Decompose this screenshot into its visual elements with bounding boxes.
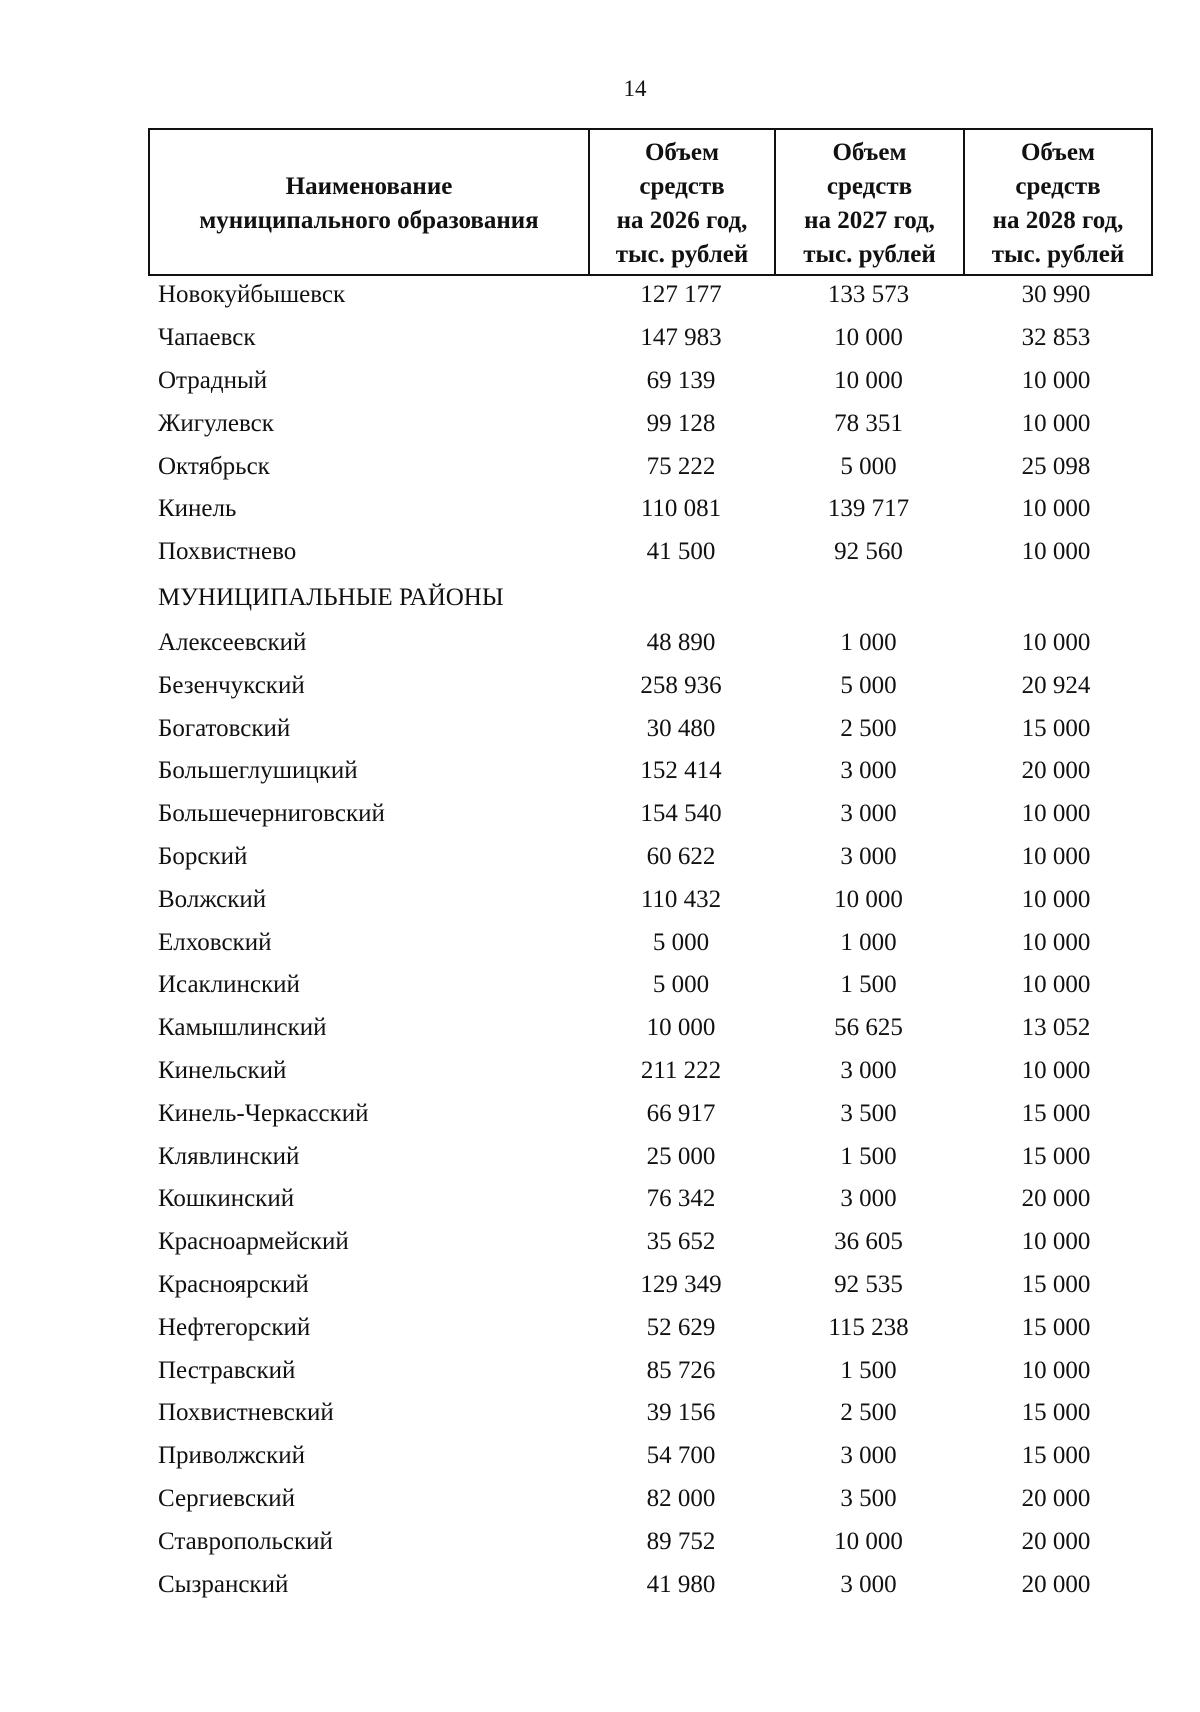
table-row	[148, 664, 1153, 707]
row-value-2028: 10 000	[1021, 800, 1091, 828]
row-value-2027: 3 500	[840, 1099, 897, 1127]
row-value-2027: 10 000	[834, 366, 903, 394]
row-value-2026: 110 081	[640, 495, 722, 523]
row-name-cell: Кинель	[158, 495, 237, 523]
row-value-2027: 3 000	[840, 757, 897, 785]
row-name-cell: Нефтегорский	[158, 1313, 311, 1341]
row-name-cell: Кинель-Черкасский	[158, 1099, 369, 1127]
row-name-cell: Красноармейский	[158, 1228, 349, 1256]
row-value-2028: 25 098	[1021, 452, 1091, 480]
row-value-2028: 32 853	[1021, 324, 1091, 352]
row-name-cell: Отрадный	[158, 366, 268, 394]
row-value-2026: 99 128	[646, 409, 716, 437]
row-value-2028: 30 990	[1021, 281, 1091, 309]
row-value-2026: 54 700	[646, 1442, 716, 1470]
table-row	[148, 1135, 1153, 1178]
row-value-2027: 78 351	[834, 409, 903, 437]
table-row	[148, 1435, 1153, 1478]
row-value-2027: 36 605	[834, 1228, 903, 1256]
row-value-2027: 1 000	[840, 928, 897, 956]
row-value-2028: 13 052	[1021, 1014, 1091, 1042]
row-value-2027: 10 000	[834, 885, 903, 913]
row-value-2027: 3 000	[840, 1570, 897, 1598]
row-value-2026: 75 222	[646, 452, 716, 480]
table-row	[148, 750, 1153, 793]
table-row	[148, 707, 1153, 750]
table-row	[148, 1178, 1153, 1221]
row-value-2028: 10 000	[1021, 1056, 1091, 1084]
row-value-2026: 25 000	[646, 1142, 716, 1170]
row-value-2028: 15 000	[1021, 1313, 1091, 1341]
row-value-2027: 3 000	[840, 842, 897, 870]
row-value-2026: 129 349	[640, 1270, 722, 1298]
table-row	[148, 964, 1153, 1007]
row-value-2027: 1 500	[840, 971, 897, 999]
row-name-cell: Безенчукский	[158, 671, 305, 699]
table-row	[148, 921, 1153, 964]
row-name-cell: Новокуйбышевск	[158, 281, 346, 309]
row-value-2026: 147 983	[640, 324, 722, 352]
row-value-2027: 2 500	[840, 1399, 897, 1427]
row-value-2027: 92 535	[834, 1270, 903, 1298]
row-value-2026: 154 540	[640, 800, 722, 828]
row-value-2028: 10 000	[1021, 495, 1091, 523]
row-name-cell: Волжский	[158, 885, 267, 913]
row-value-2028: 15 000	[1021, 1142, 1091, 1170]
row-value-2028: 10 000	[1021, 538, 1091, 566]
row-value-2027: 56 625	[834, 1014, 903, 1042]
table-row	[148, 531, 1153, 574]
row-value-2026: 127 177	[640, 281, 722, 309]
row-value-2027: 2 500	[840, 714, 897, 742]
row-value-2026: 10 000	[646, 1014, 716, 1042]
row-value-2028: 10 000	[1021, 928, 1091, 956]
row-value-2027: 1 500	[840, 1142, 897, 1170]
row-value-2027: 1 000	[840, 628, 897, 656]
row-value-2027: 115 238	[828, 1313, 909, 1341]
section-title: МУНИЦИПАЛЬНЫЕ РАЙОНЫ	[158, 583, 504, 611]
table-header	[148, 128, 1153, 276]
row-value-2028: 15 000	[1021, 1270, 1091, 1298]
table-row	[148, 1007, 1153, 1050]
row-value-2027: 5 000	[840, 452, 897, 480]
row-value-2026: 35 652	[646, 1228, 716, 1256]
row-value-2026: 82 000	[646, 1484, 716, 1512]
row-value-2026: 39 156	[646, 1399, 716, 1427]
row-value-2026: 30 480	[646, 714, 716, 742]
row-name-cell: Исаклинский	[158, 971, 300, 999]
row-name-cell: Ставропольский	[158, 1527, 333, 1555]
row-value-2028: 10 000	[1021, 366, 1091, 394]
row-value-2027: 3 000	[840, 800, 897, 828]
row-value-2028: 15 000	[1021, 1399, 1091, 1427]
table-row	[148, 836, 1153, 879]
row-value-2027: 1 500	[840, 1356, 897, 1384]
table-row	[148, 1050, 1153, 1093]
row-value-2028: 15 000	[1021, 714, 1091, 742]
table-row	[148, 1349, 1153, 1392]
row-name-cell: Кошкинский	[158, 1185, 295, 1213]
row-value-2027: 10 000	[834, 1527, 903, 1555]
table-row	[148, 402, 1153, 445]
row-value-2026: 152 414	[640, 757, 722, 785]
table-row	[148, 488, 1153, 531]
table-row	[148, 1221, 1153, 1264]
table-row	[148, 1264, 1153, 1307]
table-row	[148, 1478, 1153, 1521]
row-value-2028: 10 000	[1021, 885, 1091, 913]
row-value-2026: 41 980	[646, 1570, 716, 1598]
table-row	[148, 274, 1153, 317]
row-value-2026: 60 622	[646, 842, 716, 870]
row-value-2028: 20 000	[1021, 1570, 1091, 1598]
row-name-cell: Жигулевск	[158, 409, 274, 437]
row-name-cell: Богатовский	[158, 714, 291, 742]
row-value-2028: 20 000	[1021, 1527, 1091, 1555]
row-value-2026: 85 726	[646, 1356, 716, 1384]
row-name-cell: Камышлинский	[158, 1014, 327, 1042]
table-row	[148, 360, 1153, 403]
table-row	[148, 1392, 1153, 1435]
row-value-2028: 15 000	[1021, 1099, 1091, 1127]
row-name-cell: Большечерниговский	[158, 800, 385, 828]
row-value-2028: 10 000	[1021, 628, 1091, 656]
row-value-2027: 139 717	[827, 495, 910, 523]
row-name-cell: Похвистневский	[158, 1399, 334, 1427]
row-value-2026: 52 629	[646, 1313, 716, 1341]
row-name-cell: Приволжский	[158, 1442, 306, 1470]
row-value-2026: 5 000	[652, 928, 710, 956]
row-value-2026: 76 342	[646, 1185, 716, 1213]
row-name-cell: Борский	[158, 842, 248, 870]
row-name-cell: Чапаевск	[158, 324, 256, 352]
table-row	[148, 1092, 1153, 1135]
page-number: 14	[623, 76, 647, 101]
row-name-cell: Сергиевский	[158, 1484, 295, 1512]
header-2027-column: Объем средств на 2027 год, тыс. рублей	[776, 130, 965, 274]
table-row	[148, 1306, 1153, 1349]
row-name-cell: Пестравский	[158, 1356, 296, 1384]
row-value-2027: 92 560	[834, 538, 903, 566]
row-value-2028: 20 000	[1021, 1484, 1091, 1512]
table-row	[148, 622, 1153, 665]
row-name-cell: Похвистнево	[158, 538, 297, 566]
row-name-cell: Алексеевский	[158, 628, 307, 656]
row-name-cell: Сызранский	[158, 1570, 289, 1598]
row-value-2028: 10 000	[1021, 409, 1091, 437]
row-value-2026: 69 139	[646, 366, 716, 394]
table-row	[148, 1563, 1153, 1606]
header-2028-column: Объем средств на 2028 год, тыс. рублей	[991, 139, 1125, 268]
row-name-cell: Клявлинский	[158, 1142, 300, 1170]
row-value-2026: 41 500	[646, 538, 716, 566]
row-name-cell: Октябрьск	[158, 452, 270, 480]
table-row	[148, 1520, 1153, 1563]
table-body	[148, 274, 1153, 1606]
row-value-2026: 211 222	[640, 1056, 722, 1084]
row-value-2027: 5 000	[840, 671, 897, 699]
table-row	[148, 878, 1153, 921]
row-value-2026: 5 000	[652, 971, 710, 999]
header-2026-column: Объем средств на 2026 год, тыс. рублей	[590, 130, 776, 274]
row-value-2027: 3 000	[840, 1056, 897, 1084]
row-value-2027: 3 000	[840, 1185, 897, 1213]
row-name-cell: Большеглушицкий	[158, 757, 358, 785]
row-name-cell: Кинельский	[158, 1056, 287, 1084]
row-value-2026: 89 752	[646, 1527, 716, 1555]
row-value-2027: 133 573	[827, 281, 910, 309]
row-value-2026: 66 917	[646, 1099, 716, 1127]
row-value-2027: 3 500	[840, 1484, 897, 1512]
row-value-2028: 10 000	[1021, 971, 1091, 999]
header-name-column: Наименование муниципального образования	[150, 130, 590, 274]
row-value-2026: 258 936	[640, 671, 722, 699]
row-value-2026: 48 890	[646, 628, 716, 656]
row-value-2027: 3 000	[840, 1442, 897, 1470]
row-name-cell: Елховский	[158, 928, 272, 956]
row-value-2028: 10 000	[1021, 1356, 1091, 1384]
row-name-cell: Красноярский	[158, 1270, 309, 1298]
row-value-2026: 110 432	[640, 885, 722, 913]
row-value-2028: 20 924	[1021, 671, 1091, 699]
table-row	[148, 317, 1153, 360]
table-row	[148, 445, 1153, 488]
row-value-2028: 20 000	[1021, 1185, 1091, 1213]
row-value-2028: 10 000	[1021, 842, 1091, 870]
row-value-2028: 15 000	[1021, 1442, 1091, 1470]
row-value-2028: 20 000	[1021, 757, 1091, 785]
row-value-2027: 10 000	[834, 324, 903, 352]
table-row	[148, 793, 1153, 836]
row-value-2028: 10 000	[1021, 1228, 1091, 1256]
